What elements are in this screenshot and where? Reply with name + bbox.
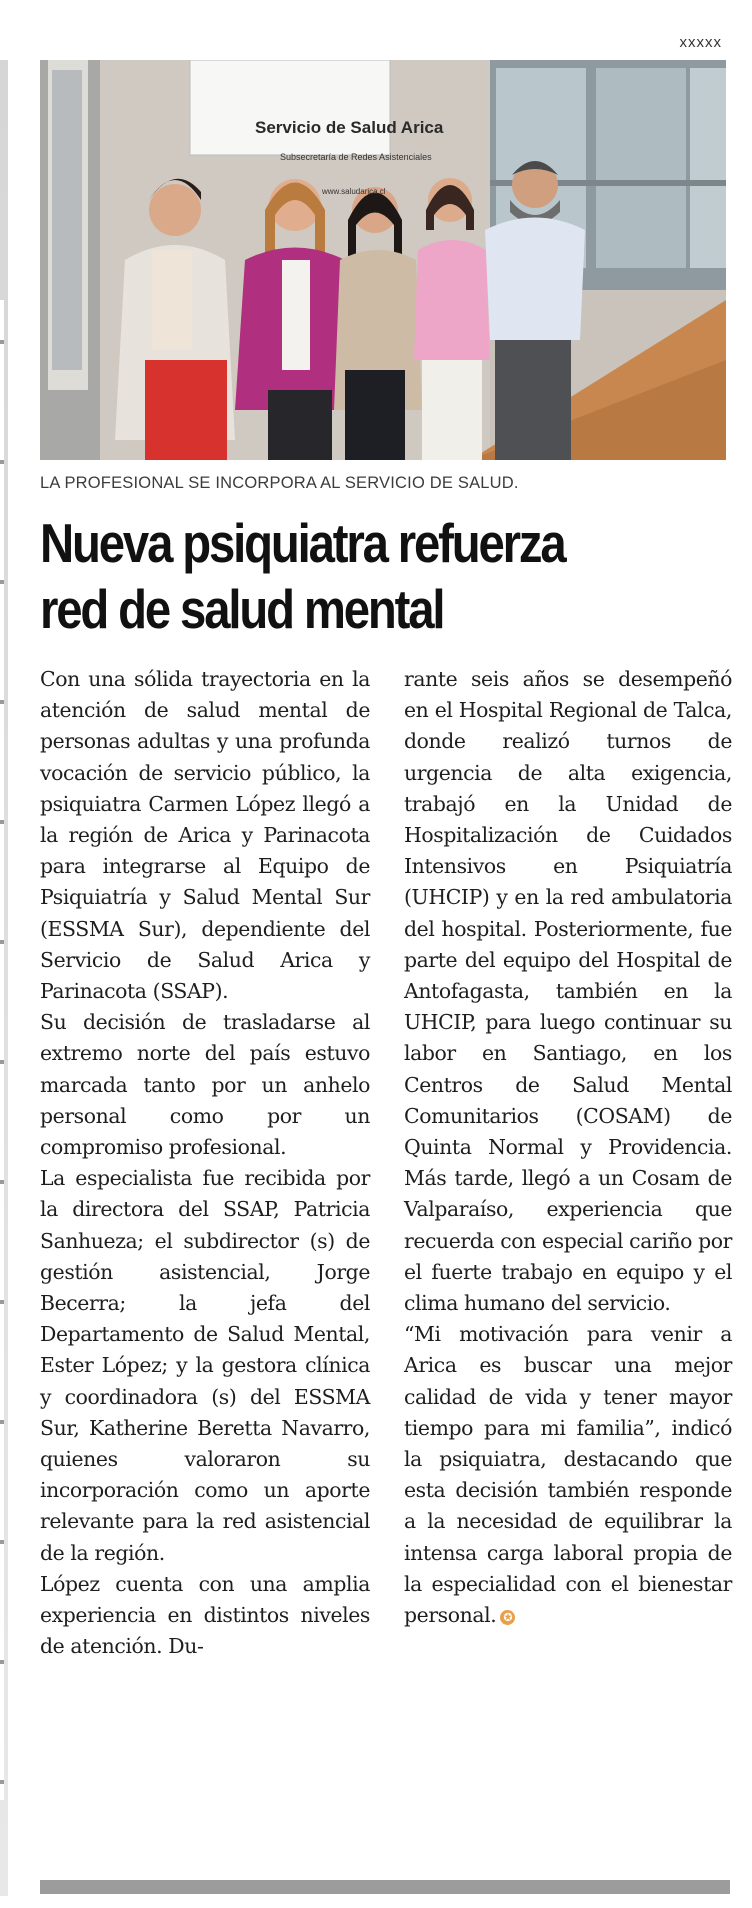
page-mark: xxxxx — [679, 34, 722, 51]
paragraph-text: “Mi motivación para venir a Arica es buscar una mejor calidad de vida y tener mayor tiempo para mi familia”, indicó la psiquiatra, destacando que esta decisión también responde a la necesidad de equilibrar la intensa carga laboral propia de la especialidad con el bienestar personal. — [404, 1322, 732, 1628]
headline — [40, 510, 728, 642]
paragraph: López cuenta con una amplia experiencia en distintos niveles de atención. Du- — [40, 1571, 370, 1659]
paragraph-last — [404, 1319, 732, 1631]
sign-url: www.saludarica.cl — [322, 187, 386, 196]
article-column-right — [404, 664, 732, 1631]
adjacent-page-marks — [0, 300, 4, 1800]
sign-subtitle: Subsecretaría de Redes Asistenciales — [280, 152, 432, 162]
photo-caption: LA PROFESIONAL SE INCORPORA AL SERVICIO DE SALUD. — [40, 474, 519, 492]
paragraph: Su decisión de trasladarse al extremo norte del país estuvo marcada tanto por un anhelo personal como por un compromiso profesional. — [40, 1010, 370, 1160]
paragraph: Con una sólida trayectoria en la atención de salud mental de personas adultas y una profunda vocación de servicio público, la psiquiatra Carmen López llegó a la región de Arica y Parinacota para integrarse al Equipo de Psiquiatría y Salud Mental Sur (ESSMA Sur), dependiente del Servicio de Salud Arica y Parinacota (SSAP). — [40, 667, 370, 1004]
news-photo — [40, 60, 726, 460]
article-end-icon: ✪ — [500, 1610, 515, 1625]
headline-line-1: Nueva psiquiatra refuerza — [40, 512, 565, 574]
sign-title: Servicio de Salud Arica — [255, 118, 444, 137]
paragraph: La especialista fue recibida por la directora del SSAP, Patricia Sanhueza; el subdirector (s) de gestión asistencial, Jorge Becerra; la jefa del Departamento de Salud Mental, Ester López; y la gestora clínica y coordinadora (s) del ESSMA Sur, Katherine Beretta Navarro, quienes valoraron su incorporación como un aporte relevante para la red asistencial de la región. — [40, 1166, 370, 1565]
headline-line-2: red de salud mental — [40, 578, 444, 640]
bottom-rule — [40, 1880, 730, 1894]
paragraph: rante seis años se desempeñó en el Hospital Regional de Talca, donde realizó turnos de urgencia de alta exigencia, trabajó en la Unidad de Hospitalización de Cuidados Intensivos en Psiquiatría (UHCIP) y en la red ambulatoria del hospital. Posteriormente, fue parte del equipo del Hospital de Antofagasta, también en la UHCIP, para luego continuar su labor en Santiago, en los Centros de Salud Mental Comunitarios (COSAM) de Quinta Normal y Providencia. Más tarde, llegó a un Cosam de Valparaíso, experiencia que recuerda con especial cariño por el fuerte trabajo en equipo y el clima humano del servicio. — [404, 667, 732, 1316]
article-column-left — [40, 664, 370, 1663]
